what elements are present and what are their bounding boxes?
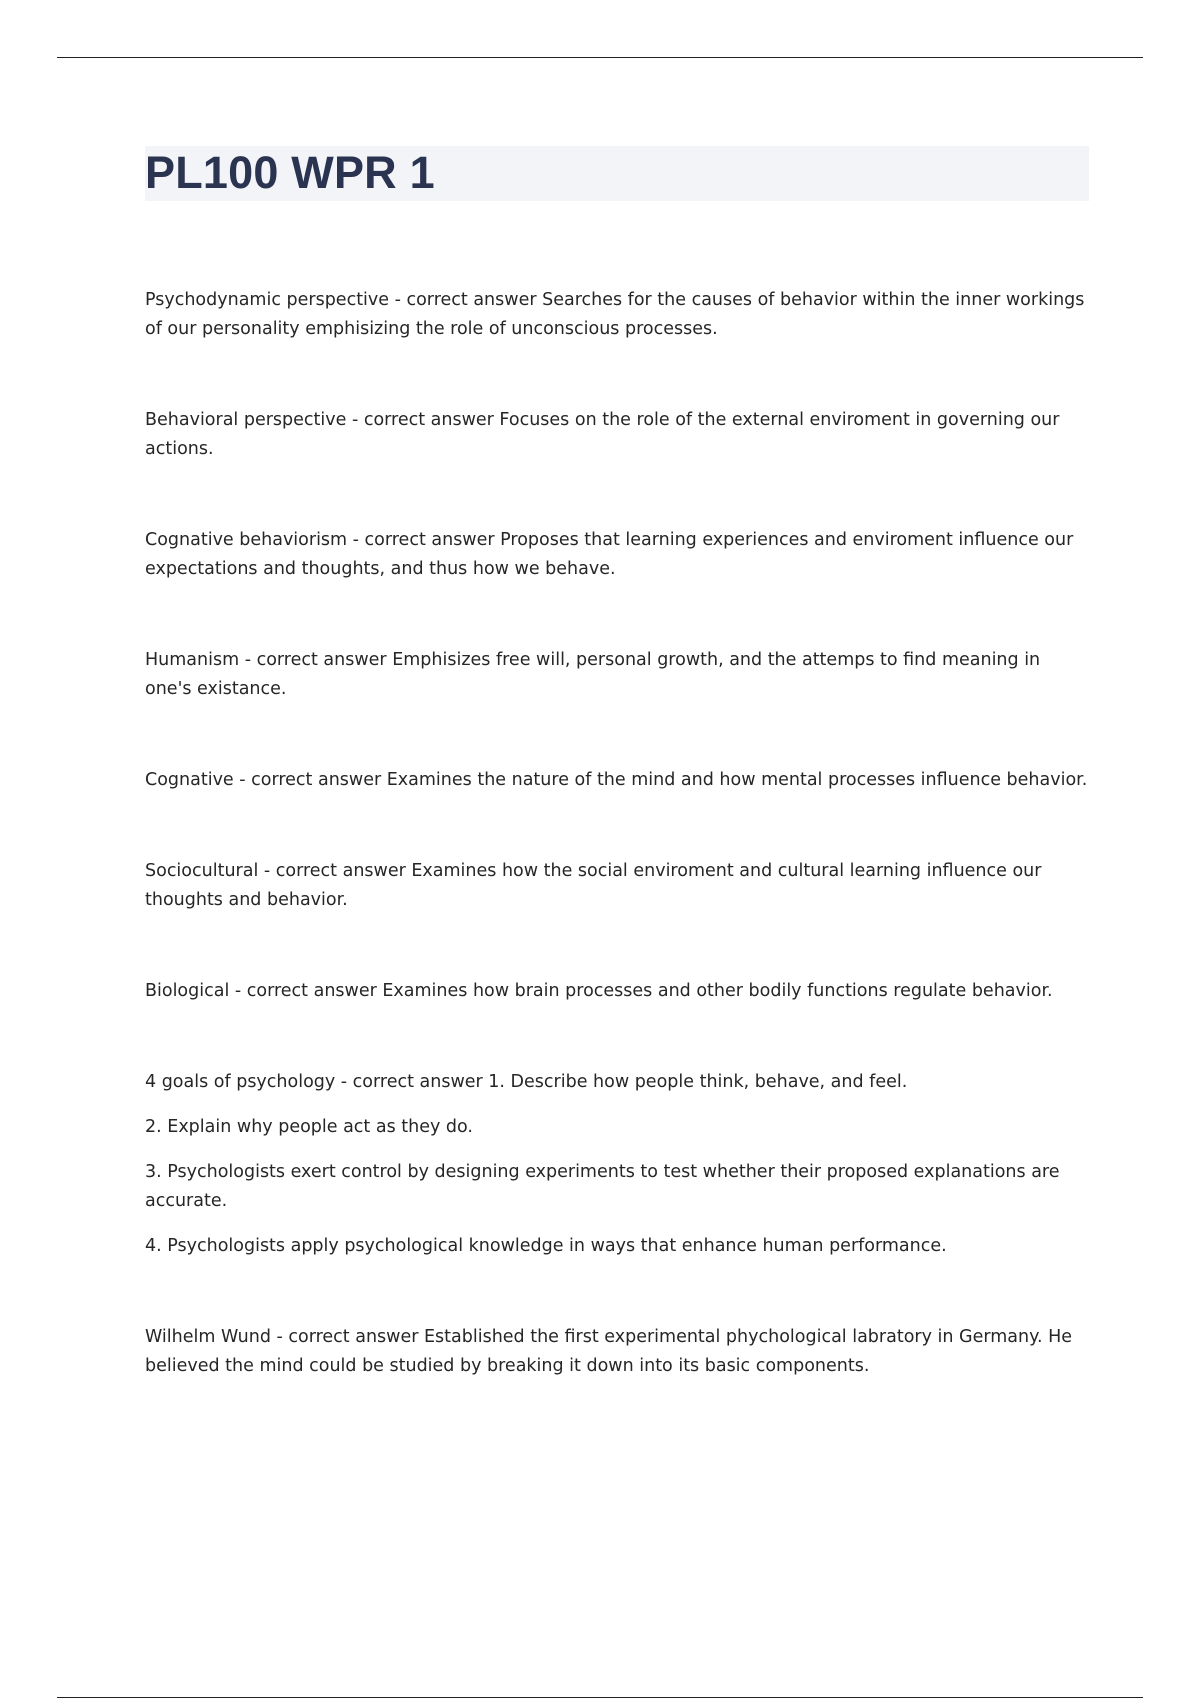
title-band — [145, 146, 1089, 201]
entry-cognative-behaviorism — [145, 526, 1089, 584]
entry-text: Biological - correct answer Examines how brain processes and other bodily functions regulate behavior. — [145, 981, 1053, 1001]
document-body — [145, 146, 1089, 1376]
entry-behavioral — [145, 406, 1089, 464]
entry-text: Behavioral perspective - correct answer Focuses on the role of the external enviroment in governing our actions. — [145, 410, 1060, 459]
entry-biological — [145, 977, 1089, 1006]
entry-text: 4 goals of psychology - correct answer 1. Describe how people think, behave, and feel. — [145, 1072, 908, 1092]
entry-text: Wilhelm Wund - correct answer Established the first experimental phychological labratory in Germany. He believed the mind could be studied by breaking it down into its basic components. — [145, 1327, 1073, 1376]
entry-text: Cognative - correct answer Examines the nature of the mind and how mental processes influence behavior. — [145, 770, 1088, 790]
entry-cognative — [145, 766, 1089, 795]
top-rule — [57, 57, 1143, 58]
entry-wilhelm-wund — [145, 1323, 1089, 1381]
entry-text: Psychodynamic perspective - correct answer Searches for the causes of behavior within the inner workings of our personality emphisizing the role of unconscious processes. — [145, 290, 1085, 339]
entry-goals-of-psychology — [145, 1068, 1089, 1261]
entry-list — [145, 286, 1089, 1443]
entry-text: Sociocultural - correct answer Examines how the social enviroment and cultural learning influence our thoughts and behavior. — [145, 861, 1042, 910]
page-title: PL100 WPR 1 — [145, 147, 435, 198]
goal-item: 4. Psychologists apply psychological knowledge in ways that enhance human performance. — [145, 1236, 947, 1256]
entry-text: Humanism - correct answer Emphisizes free will, personal growth, and the attemps to find meaning in one's existance. — [145, 650, 1041, 699]
goal-item: 2. Explain why people act as they do. — [145, 1117, 473, 1137]
bottom-rule — [57, 1697, 1143, 1698]
entry-text: Cognative behaviorism - correct answer Proposes that learning experiences and enviroment influence our expectations and thoughts, and thus how we behave. — [145, 530, 1074, 579]
entry-humanism — [145, 646, 1089, 704]
goal-item: 3. Psychologists exert control by designing experiments to test whether their proposed explanations are accurate. — [145, 1162, 1060, 1211]
entry-sociocultural — [145, 857, 1089, 915]
entry-psychodynamic — [145, 286, 1089, 344]
